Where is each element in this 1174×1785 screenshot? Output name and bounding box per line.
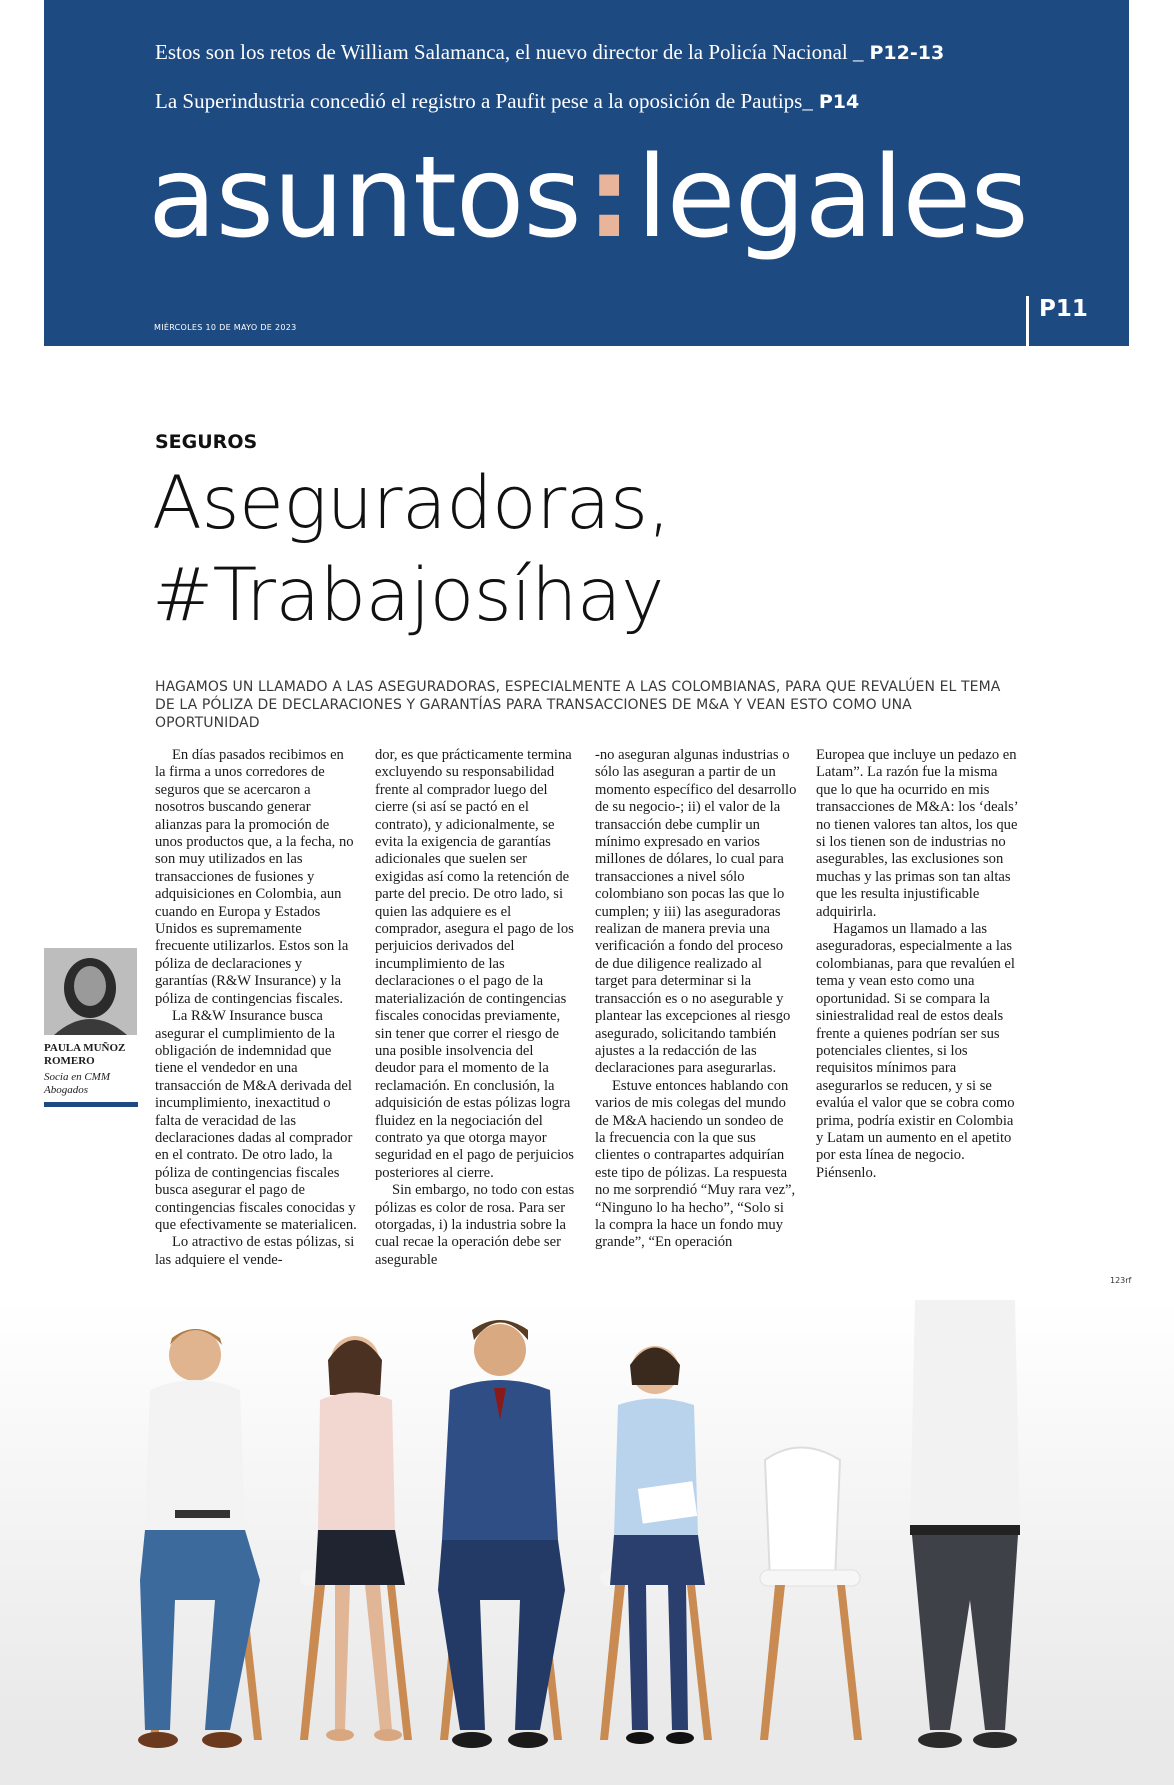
author-portrait-icon	[44, 948, 137, 1035]
teaser-page: P12-13	[869, 42, 945, 64]
author-divider	[44, 1102, 138, 1107]
teaser-page: P14	[818, 91, 860, 113]
paragraph: dor, es que prácticamente termina excluyendo su responsabilidad frente al comprador luego del cierre (si así se pactó en el contrato), y adicionalmente, se evita la exigencia de garantías adicionales que suelen ser exigidas así como la retención de parte del precio. De otro lado, si quien las adquiere es el comprador, asegura el pago de los perjuicios derivados del incumplimiento de las declaraciones o el pago de la materialización de contingencias fiscales conocidas previamente, sin tener que correr el riesgo de una posible insolvencia del deudor para el momento de la reclamación. En conclusión, la adquisición de estas pólizas logra fluidez en la negociación del contrato ya que otorga mayor seguridad en el pago de perjuicios posteriores al cierre.	[375, 747, 574, 1181]
teaser-link-1[interactable]	[155, 40, 944, 65]
teaser-text: La Superindustria concedió el registro a Paufit pese a la oposición de Pautips_	[155, 89, 813, 113]
author-photo	[44, 948, 137, 1035]
paragraph: Hagamos un llamado a las aseguradoras, especialmente a las colombianas, para que revalúen el tema y vean esto como una oportunidad. Si se compara la siniestralidad real de estos deals frente a quienes podrían ser sus potenciales clientes, si los requisitos mínimos para asegurarlos se reducen, y si se evalúa el valor que se cobra como prima, podría existir en Colombia y Latam un aumento en el apetito por esta línea de negocio. Piénsenlo.	[816, 921, 1015, 1181]
logo-word-right: legales	[636, 133, 1028, 263]
article-headline	[152, 458, 1052, 642]
logo-separator: :	[586, 133, 631, 263]
article-lead: HAGAMOS UN LLAMADO A LAS ASEGURADORAS, ESPECIALMENTE A LAS COLOMBIANAS, PARA QUE REVALÚEN EL TEMA DE LA PÓLIZA DE DECLARACIONES Y GARANTÍAS PARA TRANSACCIONES DE M&A Y VEAN ESTO COMO UNA OPORTUNIDAD	[155, 679, 1001, 731]
paragraph: Europea que incluye un pedazo en Latam”. La razón fue la misma que lo que ha ocurrido en mis transacciones de M&A: los ‘deals’ no tienen valores tan altos, los que si los tienen son de industrias no asegurables, las exclusiones son muchas y las primas son tan altas que les resulta injustificable adquirirla.	[816, 747, 1018, 920]
page-number: P11	[1026, 296, 1129, 346]
article-column-1	[155, 747, 357, 1269]
publication-logo	[148, 133, 1028, 263]
headline-line-1: Aseguradoras,	[152, 461, 671, 546]
article-column-3	[595, 747, 797, 1252]
article-column-4	[816, 747, 1018, 1182]
author-role: Socia en CMM Abogados	[44, 1071, 110, 1096]
paragraph: Estuve entonces hablando con varios de mis colegas del mundo de M&A haciendo un sondeo de la frecuencia con la que sus clientes o contrapartes adquirían este tipo de pólizas. La respuesta no me sorprendió “Muy rara vez”, “Ninguno lo ha hecho”, “Solo si la compra la hace un fondo muy grande”, “En operación	[595, 1077, 796, 1251]
article-photo	[0, 1300, 1174, 1785]
article-column-2	[375, 747, 577, 1269]
headline-line-2: #Trabajosíhay	[152, 553, 664, 638]
paragraph: Sin embargo, no todo con estas pólizas es color de rosa. Para ser otorgadas, i) la industria sobre la cual recae la operación debe ser asegurable	[375, 1182, 575, 1268]
author-name: PAULA MUÑOZ ROMERO	[44, 1042, 126, 1067]
photo-credit: 123rf	[1110, 1276, 1132, 1285]
section-label: SEGUROS	[155, 431, 258, 453]
paragraph: -no aseguran algunas industrias o sólo las aseguran a partir de un momento específico del desarrollo de su negocio-; ii) el valor de la transacción debe cumplir un mínimo expresado en varios millones de dólares, lo cual para transacciones a nivel sólo colombiano son pocas las que lo cumplen; y iii) las aseguradoras realizan de manera previa una verificación a fondo del proceso de due diligence realizado al target para determinar si la transacción es o no asegurable y plantear las excepciones al riesgo asegurado, solicitando también ajustes a la redacción de las declaraciones para asegurarlas.	[595, 747, 797, 1077]
masthead	[44, 0, 1129, 346]
teaser-link-2[interactable]	[155, 89, 859, 114]
issue-date: MIÉRCOLES 10 DE MAYO DE 2023	[154, 323, 297, 332]
paragraph: La R&W Insurance busca asegurar el cumplimiento de la obligación de indemnidad que tiene el vendedor en una transacción de M&A derivada del incumplimiento, inexactitud o falta de veracidad de las declaraciones dadas al comprador en el contrato. De otro lado, la póliza de contingencias fiscales busca asegurar el pago de contingencias fiscales conocidas y que efectivamente se materialicen.	[155, 1008, 357, 1233]
teaser-text: Estos son los retos de William Salamanca, el nuevo director de la Policía Nacional _	[155, 40, 864, 64]
paragraph: Lo atractivo de estas pólizas, si las adquiere el vende-	[155, 1234, 355, 1268]
paragraph: En días pasados recibimos en la firma a unos corredores de seguros que se acercaron a nosotros buscando generar alianzas para la promoción de unos productos que, a la fecha, no son muy utilizados en las transacciones de fusiones y adquisiciones en Colombia, aun cuando en Europa y Estados Unidos es supremamente frecuente utilizarlos. Estos son la póliza de declaraciones y garantías (R&W Insurance) y la póliza de contingencias fiscales.	[155, 747, 354, 1007]
logo-word-left: asuntos	[148, 133, 581, 263]
